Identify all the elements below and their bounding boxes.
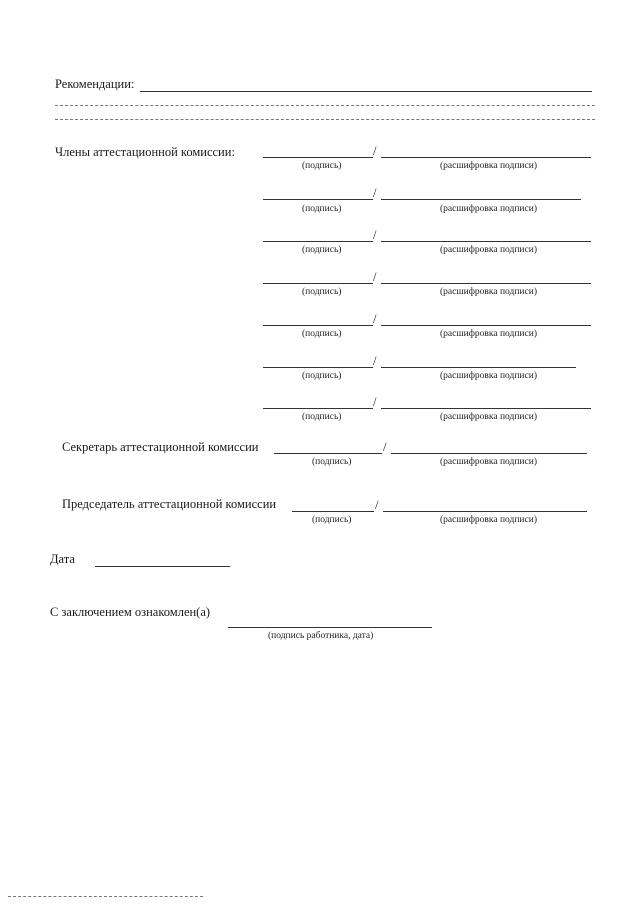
secretary-signature-line[interactable]: [274, 453, 382, 454]
member-decoding-caption: (расшифровка подписи): [440, 245, 537, 255]
member-slash: /: [373, 312, 377, 326]
member-slash: /: [373, 186, 377, 200]
member-decoding-line[interactable]: [381, 157, 591, 158]
chairman-decoding-line[interactable]: [383, 511, 587, 512]
recommendations-line-2[interactable]: [55, 105, 595, 106]
member-decoding-line[interactable]: [381, 325, 591, 326]
chairman-decoding-caption: (расшифровка подписи): [440, 515, 537, 525]
member-signature-line[interactable]: [263, 199, 373, 200]
member-slash: /: [373, 354, 377, 368]
footer-rule: [8, 896, 203, 897]
acquainted-label: С заключением ознакомлен(а): [50, 605, 211, 619]
member-signature-line[interactable]: [263, 367, 373, 368]
member-decoding-caption: (расшифровка подписи): [440, 371, 537, 381]
member-signature-caption: (подпись): [302, 287, 342, 297]
member-slash: /: [373, 270, 377, 284]
chairman-signature-line[interactable]: [292, 511, 374, 512]
member-decoding-caption: (расшифровка подписи): [440, 412, 537, 422]
employee-signature-caption: (подпись работника, дата): [268, 631, 374, 641]
member-slash: /: [373, 228, 377, 242]
member-decoding-caption: (расшифровка подписи): [440, 204, 537, 214]
member-signature-line[interactable]: [263, 241, 373, 242]
member-decoding-line[interactable]: [381, 367, 576, 368]
member-slash: /: [373, 144, 377, 158]
member-signature-caption: (подпись): [302, 329, 342, 339]
member-signature-caption: (подпись): [302, 204, 342, 214]
recommendations-label: Рекомендации:: [55, 77, 135, 91]
member-signature-caption: (подпись): [302, 412, 342, 422]
secretary-decoding-caption: (расшифровка подписи): [440, 457, 537, 467]
member-decoding-line[interactable]: [381, 283, 591, 284]
member-signature-line[interactable]: [263, 408, 373, 409]
member-decoding-line[interactable]: [381, 408, 591, 409]
secretary-slash: /: [383, 440, 387, 454]
recommendations-line-3[interactable]: [55, 119, 595, 120]
members-label: Члены аттестационной комиссии:: [55, 145, 235, 159]
chairman-label: Председатель аттестационной комиссии: [62, 497, 277, 511]
chairman-signature-caption: (подпись): [312, 515, 352, 525]
member-decoding-caption: (расшифровка подписи): [440, 161, 537, 171]
member-signature-caption: (подпись): [302, 161, 342, 171]
employee-signature-line[interactable]: [228, 627, 432, 628]
member-signature-line[interactable]: [263, 283, 373, 284]
secretary-label: Секретарь аттестационной комиссии: [62, 440, 259, 454]
member-decoding-line[interactable]: [381, 199, 581, 200]
secretary-signature-caption: (подпись): [312, 457, 352, 467]
member-decoding-line[interactable]: [381, 241, 591, 242]
member-signature-caption: (подпись): [302, 371, 342, 381]
secretary-decoding-line[interactable]: [391, 453, 587, 454]
recommendations-line-1[interactable]: [140, 91, 592, 92]
member-signature-line[interactable]: [263, 157, 373, 158]
member-slash: /: [373, 395, 377, 409]
member-decoding-caption: (расшифровка подписи): [440, 287, 537, 297]
date-line[interactable]: [95, 566, 230, 567]
member-decoding-caption: (расшифровка подписи): [440, 329, 537, 339]
member-signature-caption: (подпись): [302, 245, 342, 255]
member-signature-line[interactable]: [263, 325, 373, 326]
chairman-slash: /: [375, 498, 379, 512]
date-label: Дата: [50, 552, 75, 566]
